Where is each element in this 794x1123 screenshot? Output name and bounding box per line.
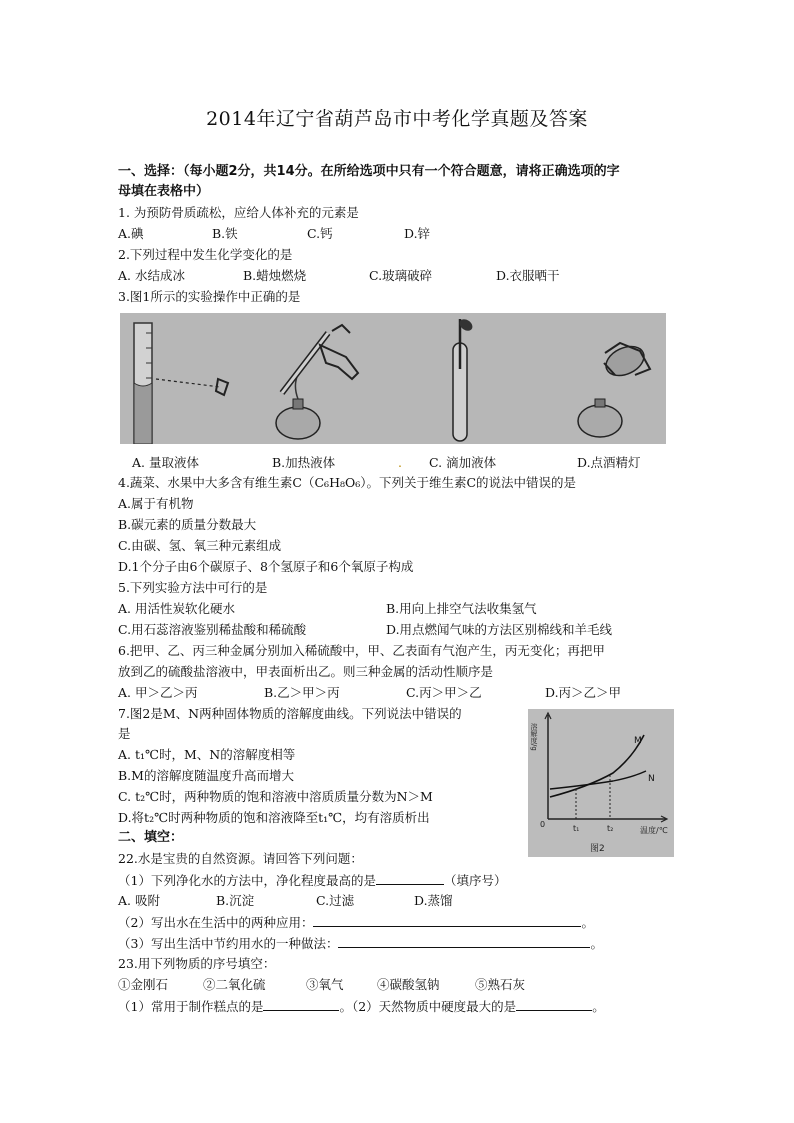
q2-option-c: C.玻璃破碎: [369, 268, 433, 283]
q4-stem: 4.蔬菜、水果中大多含有维生素C（C₆H₈O₆）。下列关于维生素C的说法中错误的是: [118, 475, 577, 490]
q22-option-b: B.沉淀: [216, 893, 255, 908]
q3-stem: 3.图1所示的实验操作中正确的是: [118, 289, 301, 304]
q5-option-b: B.用向上排空气法收集氢气: [386, 601, 537, 616]
q22-sub2: [118, 913, 594, 932]
q23-stem: 23.用下列物质的序号填空：: [118, 956, 276, 971]
q2-option-a: A. 水结成冰: [118, 268, 185, 283]
q23-end: 。: [592, 999, 605, 1014]
q3-option-a: A. 量取液体: [132, 455, 199, 470]
q22-sub2-end: 。: [581, 915, 594, 930]
figure2-origin: 0: [540, 820, 546, 829]
q23-item-1: ①金刚石: [118, 977, 169, 992]
q7-stem: 7.图2是M、N两种固体物质的溶解度曲线。下列说法中错误的: [118, 706, 462, 721]
q23-sub1-text: （1）常用于制作糕点的是: [118, 999, 264, 1014]
q22-option-a: A. 吸附: [118, 893, 160, 908]
q2-option-d: D.衣服晒干: [496, 268, 560, 283]
q23-item-3: ③氧气: [306, 977, 344, 992]
q1-option-c: C.钙: [307, 226, 333, 241]
q7-option-b: B.M的溶解度随温度升高而增大: [118, 768, 294, 783]
q22-sub3-end: 。: [590, 936, 603, 951]
q5-option-d: D.用点燃闻气味的方法区别棉线和羊毛线: [386, 622, 613, 637]
figure2-t1: t₁: [573, 824, 580, 833]
q22-option-d: D.蒸馏: [414, 893, 453, 908]
figure2-label-n: N: [648, 774, 655, 784]
q22-sub3-text: （3）写出生活中节约用水的一种做法：: [118, 936, 339, 951]
q2-stem: 2.下列过程中发生化学变化的是: [118, 247, 293, 262]
q22-sub1-text: （1）下列净化水的方法中，净化程度最高的是: [118, 873, 376, 888]
q22-stem: 22.水是宝贵的自然资源。请回答下列问题：: [118, 851, 363, 866]
q7-stem-cont: 是: [118, 726, 131, 741]
q4-option-b: B.碳元素的质量分数最大: [118, 517, 257, 532]
q22-sub1: [118, 871, 506, 890]
q3-option-b: B.加热液体: [272, 455, 336, 470]
q23-sub1-answer-blank[interactable]: [263, 997, 339, 1011]
q23-sub2-answer-blank[interactable]: [516, 997, 592, 1011]
q1-option-d: D.锌: [404, 226, 431, 241]
q6-option-b: B.乙＞甲＞丙: [264, 685, 340, 700]
q2-option-b: B.蜡烛燃烧: [243, 268, 307, 283]
q23-item-2: ②二氧化硫: [203, 977, 266, 992]
q22-sub1-answer-blank[interactable]: [376, 871, 444, 885]
figure2-caption: 图2: [590, 844, 605, 854]
q4-option-d: D.1个分子由6个碳原子、8个氢原子和6个氧原子构成: [118, 559, 414, 574]
q3-option-c: C. 滴加液体: [429, 455, 497, 470]
section1-heading: 一、选择：（每小题2分，共14分。在所给选项中只有一个符合题意，请将正确选项的字: [118, 164, 620, 179]
figure2-label-m: M: [634, 736, 642, 746]
q1-option-b: B.铁: [212, 226, 238, 241]
q23-item-5: ⑤熟石灰: [475, 977, 526, 992]
q6-stem: 6.把甲、乙、丙三种金属分别加入稀硫酸中，甲、乙表面有气泡产生，丙无变化；再把甲: [118, 643, 605, 658]
q5-stem: 5.下列实验方法中可行的是: [118, 580, 268, 595]
q22-sub2-text: （2）写出水在生活中的两种应用：: [118, 915, 314, 930]
q7-option-a: A. t₁℃时，M、N的溶解度相等: [118, 747, 296, 762]
q1-option-a: A.碘: [118, 226, 144, 241]
q5-option-a: A. 用活性炭软化硬水: [118, 601, 235, 616]
q22-sub2-answer-blank[interactable]: [313, 913, 581, 927]
figure2-t2: t₂: [607, 824, 614, 833]
section2-heading: 二、填空：: [118, 830, 184, 845]
q1-stem: 1. 为预防骨质疏松，应给人体补充的元素是: [118, 205, 359, 220]
q7-option-d: D.将t₂℃时两种物质的饱和溶液降至t₁℃，均有溶质析出: [118, 810, 430, 825]
figure1-lab-operations-image: [120, 313, 666, 444]
q6-option-d: D.丙＞乙＞甲: [545, 685, 622, 700]
page-title: 2014年辽宁省葫芦岛市中考化学真题及答案: [206, 108, 588, 130]
q22-sub3-answer-blank[interactable]: [338, 934, 590, 948]
figure2-ylabel: 溶解度/g: [530, 723, 538, 751]
q23-sub2-text: 。（2）天然物质中硬度最大的是: [339, 999, 517, 1014]
q5-option-c: C.用石蕊溶液鉴别稀盐酸和稀硫酸: [118, 622, 307, 637]
stray-dot: .: [398, 455, 402, 470]
q23-item-4: ④碳酸氢钠: [377, 977, 440, 992]
figure2-solubility-image: [528, 709, 674, 857]
q23-subs: [118, 997, 605, 1016]
q6-option-c: C.丙＞甲＞乙: [406, 685, 482, 700]
figure2-xlabel: 温度/℃: [640, 826, 668, 835]
q6-option-a: A. 甲＞乙＞丙: [118, 685, 198, 700]
q6-stem-cont: 放到乙的硫酸盐溶液中，甲表面析出乙。则三种金属的活动性顺序是: [118, 664, 494, 679]
q4-option-c: C.由碳、氢、氧三种元素组成: [118, 538, 282, 553]
q22-sub1-suffix: （填序号）: [443, 873, 507, 888]
q22-option-c: C.过滤: [316, 893, 355, 908]
q3-option-d: D.点酒精灯: [577, 455, 641, 470]
q7-option-c: C. t₂℃时，两种物质的饱和溶液中溶质质量分数为N＞M: [118, 789, 433, 804]
section1-heading-cont: 母填在表格中）: [118, 184, 210, 199]
q4-option-a: A.属于有机物: [118, 496, 194, 511]
q22-sub3: [118, 934, 603, 953]
